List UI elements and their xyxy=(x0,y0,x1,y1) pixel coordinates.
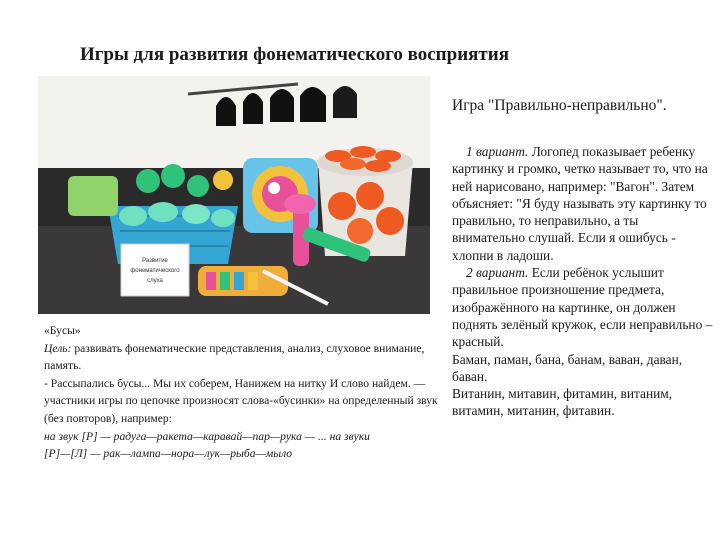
beads-title: «Бусы» xyxy=(44,324,81,337)
beads-goal-label: Цель: xyxy=(44,341,72,355)
toys-photo xyxy=(38,76,430,314)
svg-text:Развитие: Развитие xyxy=(142,258,168,264)
variant-1-label: 1 вариант. xyxy=(466,144,529,159)
variant-2-text: Если ребёнок услышит правильное произношение предмета, изображённого на картинке, он должен поднять зелёный кружок, если неправильно – красный. xyxy=(452,265,713,350)
beads-rules: - Рассыпались бусы... Мы их соберем, Нанижем на нитку И слово найдем. — участники игры по цепочке произносят слова-«бусинки» на определенный звук (без повторов), например: xyxy=(44,376,438,425)
word-list-2: Витанин, митавин, фитамин, витаним, витамин, митанин, фитавин. xyxy=(452,386,673,419)
variant-2 xyxy=(452,264,714,350)
variant-1 xyxy=(452,143,714,264)
beads-goal xyxy=(44,340,444,375)
word-list-1: Баман, паман, бана, банам, ваван, даван, баван. xyxy=(452,351,683,384)
beads-game xyxy=(44,322,444,463)
game-description xyxy=(452,143,714,420)
svg-text:фонематического: фонематического xyxy=(130,268,180,274)
variant-2-label: 2 вариант. xyxy=(466,265,529,281)
info-card xyxy=(121,244,189,296)
svg-text:слуха: слуха xyxy=(147,278,163,284)
slide-title: Игры для развития фонематического восприятия xyxy=(80,44,509,65)
variant-1-text: Логопед показывает ребенку картинку и громко, четко называет то, что на ней нарисовано, например: "Вагон". Затем объясняет: "Я буду называть эту картинку то правильно, то неправильно, а ты внимательно слушай. Если я ошибусь - хлопни в ладоши. xyxy=(452,144,708,263)
beads-example-1: на звук [Р] — радуга—ракета—каравай—пар—рука — ... на звуки xyxy=(44,429,370,443)
beads-goal-text: развивать фонематические представления, анализ, слуховое внимание, память. xyxy=(44,341,425,373)
beads-example-2: [Р]—[Л] — рак—лампа—нора—лук—рыба—мыло xyxy=(44,447,293,461)
game-title: Игра "Правильно-неправильно". xyxy=(452,97,667,114)
